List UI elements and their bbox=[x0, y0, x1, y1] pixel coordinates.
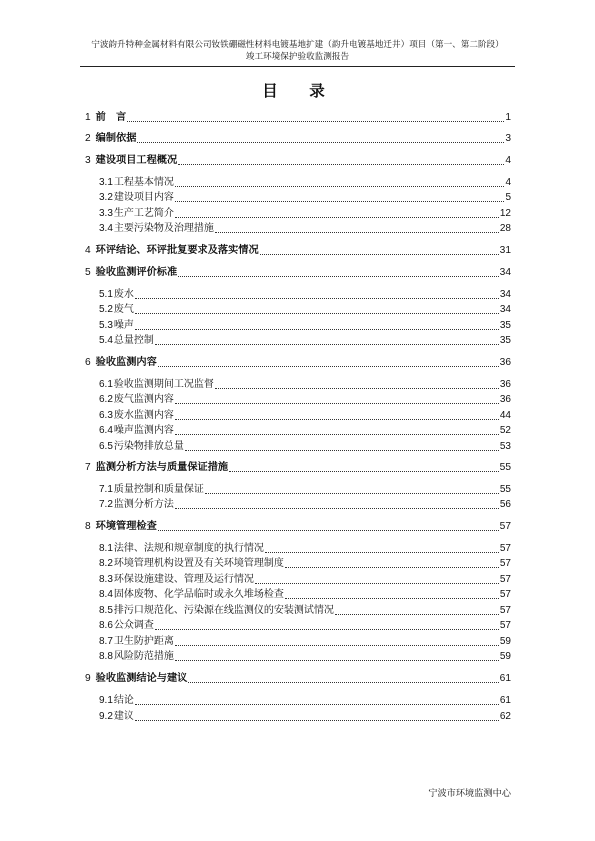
toc-entry-page: 34 bbox=[499, 289, 511, 300]
toc-entry-label: 主要污染物及治理措施 bbox=[113, 223, 214, 234]
toc-entry-label: 废水监测内容 bbox=[113, 410, 174, 421]
toc-entry-number: 8.3 bbox=[99, 574, 113, 585]
toc-entry-label: 监测分析方法 bbox=[113, 499, 174, 510]
toc-entry-number: 3.3 bbox=[99, 208, 113, 219]
toc-entry[interactable] bbox=[99, 709, 511, 723]
toc-entry-number: 8.7 bbox=[99, 636, 113, 647]
toc-entry[interactable] bbox=[99, 587, 511, 601]
toc-entry[interactable] bbox=[99, 556, 511, 570]
toc-entry-page: 12 bbox=[499, 208, 511, 219]
toc-entry-number: 8.2 bbox=[99, 558, 113, 569]
footer-organization: 宁波市环境监测中心 bbox=[428, 788, 511, 799]
toc-entry[interactable] bbox=[85, 355, 511, 369]
toc-entry-label: 废气 bbox=[113, 304, 134, 315]
toc-entry[interactable] bbox=[99, 175, 511, 189]
toc-entry-number: 8.8 bbox=[99, 651, 113, 662]
toc-entry-number: 7.2 bbox=[99, 499, 113, 510]
toc-entry-page: 35 bbox=[499, 320, 511, 331]
toc-entry-label: 噪声监测内容 bbox=[113, 425, 174, 436]
toc-dot-leader bbox=[158, 524, 499, 531]
toc-entry[interactable] bbox=[99, 423, 511, 437]
toc-entry-page: 4 bbox=[505, 177, 511, 188]
toc-entry-page: 57 bbox=[499, 574, 511, 585]
toc-entry-page: 61 bbox=[499, 673, 511, 684]
toc-dot-leader bbox=[215, 226, 499, 233]
toc-entry-page: 36 bbox=[499, 357, 511, 368]
toc-entry-page: 57 bbox=[499, 543, 511, 554]
toc-dot-leader bbox=[260, 248, 499, 255]
toc-entry[interactable] bbox=[99, 634, 511, 648]
toc-entry-page: 57 bbox=[499, 605, 511, 616]
toc-entry-page: 3 bbox=[505, 133, 511, 144]
toc-entry-page: 44 bbox=[499, 410, 511, 421]
toc-dot-leader bbox=[205, 487, 499, 494]
toc-entry-number: 5 bbox=[85, 267, 91, 278]
toc-entry-number: 1 bbox=[85, 112, 91, 123]
toc-entry-page: 57 bbox=[499, 521, 511, 532]
toc-entry-label: 风险防范措施 bbox=[113, 651, 174, 662]
toc-entry-label: 前 言 bbox=[95, 112, 127, 123]
toc-entry-label: 建议 bbox=[113, 711, 134, 722]
toc-entry[interactable] bbox=[99, 377, 511, 391]
toc-dot-leader bbox=[175, 180, 505, 187]
toc-entry-page: 35 bbox=[499, 335, 511, 346]
toc-entry[interactable] bbox=[99, 649, 511, 663]
toc-dot-leader bbox=[155, 338, 499, 345]
toc-entry-number: 3.1 bbox=[99, 177, 113, 188]
toc-entry[interactable] bbox=[99, 618, 511, 632]
toc-entry-page: 62 bbox=[499, 711, 511, 722]
toc-dot-leader bbox=[188, 676, 498, 683]
table-of-contents bbox=[85, 0, 511, 841]
toc-dot-leader bbox=[175, 502, 499, 509]
toc-entry-label: 监测分析方法与质量保证措施 bbox=[95, 462, 229, 473]
toc-dot-leader bbox=[175, 195, 505, 202]
toc-entry-number: 9.2 bbox=[99, 711, 113, 722]
toc-entry-page: 57 bbox=[499, 558, 511, 569]
toc-entry-label: 噪声 bbox=[113, 320, 134, 331]
toc-entry-label: 验收监测评价标准 bbox=[95, 267, 178, 278]
toc-entry-number: 5.3 bbox=[99, 320, 113, 331]
toc-entry[interactable] bbox=[85, 265, 511, 279]
toc-entry-label: 环保设施建设、管理及运行情况 bbox=[113, 574, 254, 585]
toc-entry-number: 6.5 bbox=[99, 441, 113, 452]
toc-entry-number: 4 bbox=[85, 245, 91, 256]
toc-entry-number: 6.2 bbox=[99, 394, 113, 405]
toc-entry-page: 4 bbox=[505, 155, 511, 166]
toc-entry-label: 排污口规范化、污染源在线监测仪的安装测试情况 bbox=[113, 605, 334, 616]
toc-entry-label: 污染物排放总量 bbox=[113, 441, 184, 452]
toc-entry[interactable] bbox=[85, 131, 511, 145]
toc-entry-page: 61 bbox=[499, 695, 511, 706]
header-line-2: 竣工环境保护验收监测报告 bbox=[245, 52, 350, 62]
toc-dot-leader bbox=[175, 654, 499, 661]
toc-entry-label: 卫生防护距离 bbox=[113, 636, 174, 647]
toc-entry-number: 5.2 bbox=[99, 304, 113, 315]
toc-entry-number: 7 bbox=[85, 462, 91, 473]
toc-entry[interactable] bbox=[99, 603, 511, 617]
toc-entry-page: 55 bbox=[499, 484, 511, 495]
toc-dot-leader bbox=[178, 270, 498, 277]
toc-dot-leader bbox=[135, 307, 499, 314]
toc-entry-number: 7.1 bbox=[99, 484, 113, 495]
toc-entry-number: 8.5 bbox=[99, 605, 113, 616]
toc-entry-number: 2 bbox=[85, 133, 91, 144]
toc-entry[interactable] bbox=[99, 318, 511, 332]
toc-dot-leader bbox=[255, 577, 499, 584]
toc-entry-label: 编制依据 bbox=[95, 133, 137, 144]
toc-entry[interactable] bbox=[99, 392, 511, 406]
toc-entry-label: 质量控制和质量保证 bbox=[113, 484, 204, 495]
toc-entry-label: 法律、法规和规章制度的执行情况 bbox=[113, 543, 264, 554]
toc-dot-leader bbox=[215, 382, 499, 389]
toc-entry-page: 59 bbox=[499, 636, 511, 647]
toc-entry-label: 验收监测内容 bbox=[95, 357, 157, 368]
toc-dot-leader bbox=[135, 323, 499, 330]
toc-entry[interactable] bbox=[85, 519, 511, 533]
toc-dot-leader bbox=[285, 561, 499, 568]
toc-entry-label: 建设项目内容 bbox=[113, 192, 174, 203]
toc-dot-leader bbox=[175, 413, 499, 420]
toc-entry-number: 6 bbox=[85, 357, 91, 368]
toc-entry-label: 总量控制 bbox=[113, 335, 154, 346]
toc-entry-number: 8.4 bbox=[99, 589, 113, 600]
toc-entry-page: 56 bbox=[499, 499, 511, 510]
toc-entry-label: 结论 bbox=[113, 695, 134, 706]
toc-entry-number: 8.6 bbox=[99, 620, 113, 631]
toc-dot-leader bbox=[137, 136, 504, 143]
toc-entry[interactable] bbox=[99, 287, 511, 301]
toc-entry-page: 34 bbox=[499, 267, 511, 278]
toc-entry[interactable] bbox=[99, 541, 511, 555]
toc-entry-label: 验收监测期间工况监督 bbox=[113, 379, 214, 390]
toc-entry-page: 57 bbox=[499, 589, 511, 600]
toc-entry-label: 建设项目工程概况 bbox=[95, 155, 178, 166]
toc-entry[interactable] bbox=[85, 460, 511, 474]
toc-entry-label: 环境管理机构设置及有关环境管理制度 bbox=[113, 558, 284, 569]
toc-dot-leader bbox=[175, 397, 499, 404]
toc-entry[interactable] bbox=[85, 671, 511, 685]
toc-entry-number: 8.1 bbox=[99, 543, 113, 554]
toc-entry-number: 5.1 bbox=[99, 289, 113, 300]
toc-entry-page: 55 bbox=[499, 462, 511, 473]
toc-entry-number: 6.3 bbox=[99, 410, 113, 421]
toc-entry-number: 6.4 bbox=[99, 425, 113, 436]
toc-dot-leader bbox=[175, 211, 499, 218]
toc-entry[interactable] bbox=[99, 497, 511, 511]
toc-entry[interactable] bbox=[99, 206, 511, 220]
toc-entry-page: 1 bbox=[505, 112, 511, 123]
toc-dot-leader bbox=[135, 292, 499, 299]
toc-dot-leader bbox=[285, 592, 499, 599]
toc-dot-leader bbox=[127, 115, 504, 122]
toc-dot-leader bbox=[135, 698, 499, 705]
toc-entry-page: 53 bbox=[499, 441, 511, 452]
toc-entry[interactable] bbox=[99, 190, 511, 204]
toc-dot-leader bbox=[135, 714, 499, 721]
toc-entry-number: 5.4 bbox=[99, 335, 113, 346]
toc-entry-page: 52 bbox=[499, 425, 511, 436]
toc-dot-leader bbox=[335, 608, 499, 615]
toc-entry-page: 36 bbox=[499, 379, 511, 390]
toc-entry-label: 环评结论、环评批复要求及落实情况 bbox=[95, 245, 259, 256]
toc-entry-page: 59 bbox=[499, 651, 511, 662]
toc-entry-label: 固体废物、化学品临时或永久堆场检查 bbox=[113, 589, 284, 600]
toc-entry[interactable] bbox=[99, 408, 511, 422]
toc-entry-number: 8 bbox=[85, 521, 91, 532]
toc-dot-leader bbox=[265, 546, 499, 553]
toc-entry[interactable] bbox=[85, 153, 511, 167]
header-line-1: 宁波韵升特种金属材料有限公司钕铁硼磁性材料电镀基地扩建（韵升电镀基地迁井）项目（第一、第二阶段） bbox=[91, 40, 504, 50]
toc-entry[interactable] bbox=[99, 333, 511, 347]
toc-entry[interactable] bbox=[85, 243, 511, 257]
toc-dot-leader bbox=[155, 623, 499, 630]
toc-entry[interactable] bbox=[85, 110, 511, 124]
toc-entry-label: 废水 bbox=[113, 289, 134, 300]
toc-dot-leader bbox=[158, 360, 499, 367]
toc-entry[interactable] bbox=[99, 693, 511, 707]
toc-entry-label: 公众调查 bbox=[113, 620, 154, 631]
toc-entry[interactable] bbox=[99, 572, 511, 586]
toc-entry[interactable] bbox=[99, 221, 511, 235]
toc-dot-leader bbox=[175, 639, 499, 646]
toc-entry[interactable] bbox=[99, 439, 511, 453]
toc-dot-leader bbox=[229, 465, 499, 472]
toc-dot-leader bbox=[185, 444, 499, 451]
toc-entry-page: 36 bbox=[499, 394, 511, 405]
toc-entry-label: 废气监测内容 bbox=[113, 394, 174, 405]
toc-entry-number: 3 bbox=[85, 155, 91, 166]
toc-entry-number: 3.4 bbox=[99, 223, 113, 234]
toc-entry-number: 9 bbox=[85, 673, 91, 684]
toc-entry-label: 验收监测结论与建议 bbox=[95, 673, 188, 684]
toc-entry-number: 3.2 bbox=[99, 192, 113, 203]
toc-entry-number: 6.1 bbox=[99, 379, 113, 390]
toc-dot-leader bbox=[175, 428, 499, 435]
toc-entry-label: 工程基本情况 bbox=[113, 177, 174, 188]
toc-entry[interactable] bbox=[99, 482, 511, 496]
toc-entry-page: 5 bbox=[505, 192, 511, 203]
toc-title: 目 录 bbox=[262, 81, 333, 100]
toc-dot-leader bbox=[178, 158, 504, 165]
toc-entry-page: 31 bbox=[499, 245, 511, 256]
toc-entry-label: 环境管理检查 bbox=[95, 521, 157, 532]
toc-entry-page: 57 bbox=[499, 620, 511, 631]
toc-entry-number: 9.1 bbox=[99, 695, 113, 706]
toc-entry-page: 34 bbox=[499, 304, 511, 315]
toc-entry-label: 生产工艺简介 bbox=[113, 208, 174, 219]
toc-entry[interactable] bbox=[99, 302, 511, 316]
toc-entry-page: 28 bbox=[499, 223, 511, 234]
